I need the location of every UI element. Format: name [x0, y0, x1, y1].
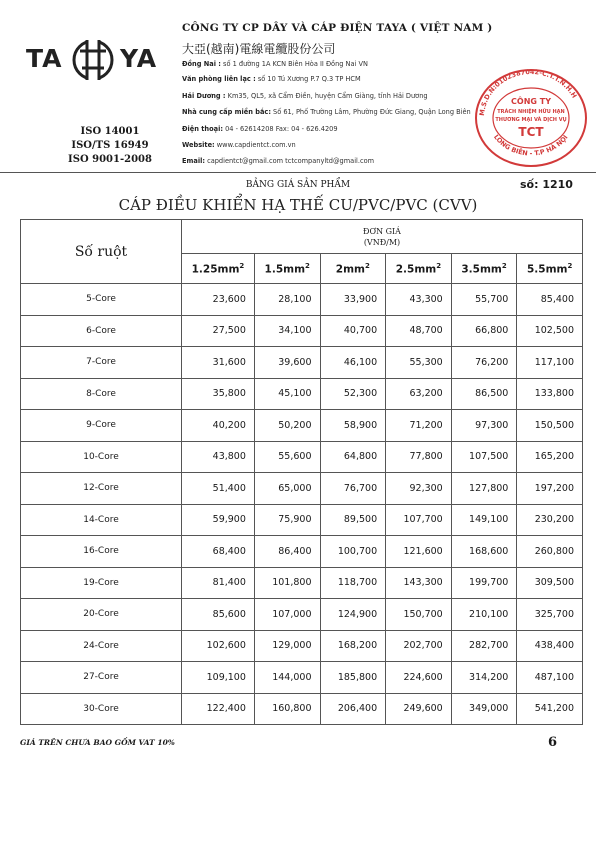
- price-cell: 81,400: [182, 567, 255, 599]
- core-count-cell: 6-Core: [21, 315, 182, 347]
- price-cell: 66,800: [451, 315, 517, 347]
- price-cell: 55,700: [451, 284, 517, 316]
- table-row: [21, 347, 583, 379]
- logo-left-text: TA: [26, 44, 63, 73]
- table-row: [21, 662, 583, 694]
- price-cell: 39,600: [254, 347, 320, 379]
- unit-price-header: ĐƠN GIÁ (VNĐ/M): [182, 220, 583, 254]
- price-cell: 43,800: [182, 441, 255, 473]
- price-cell: 55,600: [254, 441, 320, 473]
- price-cell: 50,200: [254, 410, 320, 442]
- price-cell: 51,400: [182, 473, 255, 505]
- price-cell: 27,500: [182, 315, 255, 347]
- price-cell: 107,700: [386, 504, 452, 536]
- price-cell: 68,400: [182, 536, 255, 568]
- table-row: [21, 599, 583, 631]
- stamp-name-1: CÔNG TY: [511, 97, 551, 106]
- stamp-bottom-text: LONG BIÊN - T.P HÀ NỘI: [492, 133, 570, 158]
- price-cell: 63,200: [386, 378, 452, 410]
- iso-14001: ISO 14001: [80, 126, 140, 137]
- core-count-cell: 8-Core: [21, 378, 182, 410]
- price-cell: 23,600: [182, 284, 255, 316]
- price-cell: 541,200: [517, 693, 583, 725]
- price-cell: 168,200: [320, 630, 386, 662]
- price-cell: 107,000: [254, 599, 320, 631]
- price-cell: 59,900: [182, 504, 255, 536]
- vat-note: GIÁ TRÊN CHƯA BAO GỒM VAT 10%: [20, 738, 175, 747]
- price-cell: 76,200: [451, 347, 517, 379]
- price-cell: 71,200: [386, 410, 452, 442]
- price-cell: 107,500: [451, 441, 517, 473]
- table-row: [21, 630, 583, 662]
- size-header: $5.5mm^2$: [517, 254, 583, 284]
- size-header: $1.25mm^2$: [182, 254, 255, 284]
- core-count-cell: 27-Core: [21, 662, 182, 694]
- core-count-cell: 12-Core: [21, 473, 182, 505]
- price-cell: 230,200: [517, 504, 583, 536]
- iso-ts-16949: ISO/TS 16949: [71, 140, 149, 151]
- price-cell: 199,700: [451, 567, 517, 599]
- contact-phone-fax: Điện thoại: 04 - 62614208 Fax: 04 - 626.4209: [182, 125, 338, 133]
- price-cell: 89,500: [320, 504, 386, 536]
- core-count-cell: 7-Core: [21, 347, 182, 379]
- price-cell: 34,100: [254, 315, 320, 347]
- price-cell: 76,700: [320, 473, 386, 505]
- iso-9001: ISO 9001-2008: [68, 154, 152, 165]
- price-cell: 117,100: [517, 347, 583, 379]
- core-count-cell: 19-Core: [21, 567, 182, 599]
- stamp-ring-text: M.S.D.N:0102387042-C.T.T.N.H.H: [477, 67, 579, 117]
- address-hai-duong: Hải Dương : Km35, QL5, xã Cẩm Điền, huyện Cẩm Giàng, tỉnh Hải Dương: [182, 92, 428, 100]
- price-cell: 35,800: [182, 378, 255, 410]
- core-count-cell: 30-Core: [21, 693, 182, 725]
- letterhead: [0, 0, 596, 170]
- logo-right-text: YA: [120, 44, 158, 73]
- price-cell: 40,700: [320, 315, 386, 347]
- page-number: 6: [548, 735, 558, 750]
- price-cell: 144,000: [254, 662, 320, 694]
- size-header: $2.5mm^2$: [386, 254, 452, 284]
- price-cell: 121,600: [386, 536, 452, 568]
- core-count-cell: 9-Core: [21, 410, 182, 442]
- price-cell: 127,800: [451, 473, 517, 505]
- core-count-header: Số ruột: [21, 220, 182, 284]
- price-cell: 40,200: [182, 410, 255, 442]
- price-cell: 150,500: [517, 410, 583, 442]
- price-list-title: CÁP ĐIỀU KHIỂN HẠ THẾ CU/PVC/PVC (CVV): [118, 196, 478, 214]
- company-name-cjk: 大亞(越南)電線電纜股份公司: [182, 42, 336, 56]
- price-cell: 197,200: [517, 473, 583, 505]
- price-cell: 249,600: [386, 693, 452, 725]
- price-cell: 438,400: [517, 630, 583, 662]
- price-cell: 133,800: [517, 378, 583, 410]
- price-cell: 487,100: [517, 662, 583, 694]
- price-cell: 122,400: [182, 693, 255, 725]
- price-cell: 33,900: [320, 284, 386, 316]
- stamp-abbr: TCT: [518, 125, 544, 139]
- address-office: Văn phòng liên lạc : số 10 Tú Xương P.7 Q.3 TP HCM: [182, 75, 361, 83]
- price-cell: 160,800: [254, 693, 320, 725]
- price-table: [20, 219, 583, 725]
- price-cell: 206,400: [320, 693, 386, 725]
- price-cell: 77,800: [386, 441, 452, 473]
- table-row: [21, 441, 583, 473]
- price-cell: 224,600: [386, 662, 452, 694]
- price-cell: 309,500: [517, 567, 583, 599]
- price-cell: 185,800: [320, 662, 386, 694]
- company-name: CÔNG TY CP DÂY VÀ CÁP ĐIỆN TAYA ( VIỆT NAM ): [182, 22, 493, 34]
- price-cell: 45,100: [254, 378, 320, 410]
- price-cell: 55,300: [386, 347, 452, 379]
- size-header: $3.5mm^2$: [451, 254, 517, 284]
- contact-website: Website: www.capdientct.com.vn: [182, 141, 296, 149]
- price-cell: 109,100: [182, 662, 255, 694]
- core-count-cell: 14-Core: [21, 504, 182, 536]
- table-row: [21, 410, 583, 442]
- price-cell: 124,900: [320, 599, 386, 631]
- core-count-cell: 10-Core: [21, 441, 182, 473]
- price-cell: 150,700: [386, 599, 452, 631]
- price-cell: 31,600: [182, 347, 255, 379]
- table-row: [21, 473, 583, 505]
- address-dong-nai: Đồng Nai : số 1 đường 1A KCN Biên Hòa II Đồng Nai VN: [182, 60, 368, 68]
- taya-logo: [26, 38, 166, 82]
- core-count-cell: 20-Core: [21, 599, 182, 631]
- table-row: [21, 315, 583, 347]
- unit-label: (VNĐ/M): [363, 237, 401, 247]
- table-row: [21, 693, 583, 725]
- header-divider: [0, 172, 596, 173]
- price-cell: 52,300: [320, 378, 386, 410]
- core-count-cell: 16-Core: [21, 536, 182, 568]
- price-cell: 102,500: [517, 315, 583, 347]
- table-row: [21, 567, 583, 599]
- price-cell: 48,700: [386, 315, 452, 347]
- company-stamp: [470, 60, 592, 170]
- price-cell: 314,200: [451, 662, 517, 694]
- price-cell: 43,300: [386, 284, 452, 316]
- price-cell: 168,600: [451, 536, 517, 568]
- price-cell: 100,700: [320, 536, 386, 568]
- table-row: [21, 378, 583, 410]
- price-cell: 260,800: [517, 536, 583, 568]
- price-cell: 58,900: [320, 410, 386, 442]
- price-cell: 149,100: [451, 504, 517, 536]
- taya-emblem-icon: [70, 38, 116, 82]
- price-cell: 101,800: [254, 567, 320, 599]
- price-cell: 118,700: [320, 567, 386, 599]
- price-cell: 46,100: [320, 347, 386, 379]
- stamp-name-3: THƯƠNG MẠI VÀ DỊCH VỤ: [495, 117, 567, 123]
- table-row: [21, 536, 583, 568]
- price-cell: 85,400: [517, 284, 583, 316]
- contact-email: Email: capdientct@gmail.com tctcompanyltd@gmail.com: [182, 157, 375, 165]
- price-cell: 97,300: [451, 410, 517, 442]
- price-cell: 64,800: [320, 441, 386, 473]
- price-cell: 92,300: [386, 473, 452, 505]
- price-cell: 28,100: [254, 284, 320, 316]
- price-cell: 202,700: [386, 630, 452, 662]
- price-cell: 85,600: [182, 599, 255, 631]
- price-cell: 282,700: [451, 630, 517, 662]
- stamp-name-2: TRÁCH NHIỆM HỮU HẠN: [497, 109, 565, 115]
- price-cell: 129,000: [254, 630, 320, 662]
- table-row: [21, 504, 583, 536]
- price-cell: 86,500: [451, 378, 517, 410]
- core-count-cell: 5-Core: [21, 284, 182, 316]
- document-number: số: 1210: [520, 178, 573, 191]
- price-cell: 75,900: [254, 504, 320, 536]
- size-header: $1.5mm^2$: [254, 254, 320, 284]
- size-header: $2mm^2$: [320, 254, 386, 284]
- price-cell: 325,700: [517, 599, 583, 631]
- price-cell: 210,100: [451, 599, 517, 631]
- price-cell: 86,400: [254, 536, 320, 568]
- price-cell: 65,000: [254, 473, 320, 505]
- price-cell: 349,000: [451, 693, 517, 725]
- table-row: [21, 284, 583, 316]
- price-cell: 143,300: [386, 567, 452, 599]
- price-cell: 165,200: [517, 441, 583, 473]
- price-list-subtitle: BẢNG GIÁ SẢN PHẨM: [245, 180, 351, 190]
- address-north-supplier: Nhà cung cấp miền bắc: Số 61, Phố Trường Lâm, Phường Đức Giang, Quận Long Biên: [182, 108, 471, 116]
- price-cell: 102,600: [182, 630, 255, 662]
- core-count-cell: 24-Core: [21, 630, 182, 662]
